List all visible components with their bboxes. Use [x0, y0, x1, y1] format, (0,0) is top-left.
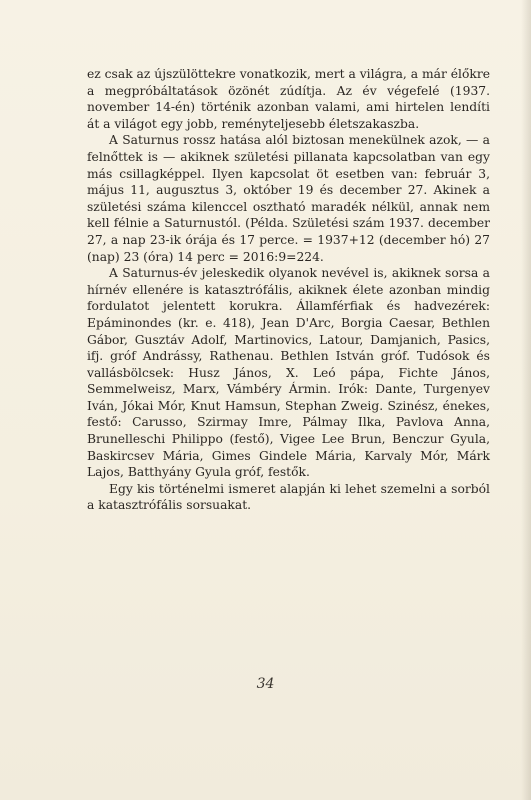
paragraph-2: A Saturnus rossz hatása alól biztosan menekülnek azok, — a felnőttek is — akiknek születési pillanata kapcsolatban van egy más csillagképpel. Ilyen kapcsolat öt esetben van: február 3, május 11, augusztus 3, október 19 és december 27. Akinek a születési száma kilenccel osztható maradék nélkül, annak nem kell félnie a Saturnustól. (Példa. Születési szám 1937. december 27, a nap 23-ik órája és 17 perce. = 1937+12 (december hó) 27 (nap) 23 (óra) 14 perc = 2016:9=224. — [87, 133, 490, 264]
paragraph-3: A Saturnus-év jeleskedik olyanok nevével is, akiknek sorsa a hírnév ellenére is katasztrófális, akiknek élete azonban mindig fordulatot jelentett korukra. Államférfiak és hadvezérek: Epáminondes (kr. e. 418), Jean D'Arc, Borgia Caesar, Bethlen Gábor, Gusztáv Adolf, Martinovics, Latour, Damjanich, Pasics, ifj. gróf Andrássy, Rathenau. Bethlen István gróf. Tudósok és vallásbölcsek: Husz János, X. Leó pápa, Fichte János, Semmelweisz, Marx, Vámbéry Ármin. Irók: Dante, Turgenyev Iván, Jókai Mór, Knut Hamsun, Stephan Zweig. Szinész, énekes, festő: Carusso, Szirmay Imre, Pálmay Ilka, Pavlova Anna, Brunelleschi Philippo (festő), Vigee Lee Brun, Benczur Gyula, Baskircsev Mária, Gimes Gindele Mária, Karvaly Mór, Márk Lajos, Batthyány Gyula gróf, festők. — [87, 266, 490, 480]
page-body — [87, 66, 490, 514]
page-number: 34 — [256, 676, 275, 692]
paragraph-4: Egy kis történelmi ismeret alapján ki lehet szemelni a sorból a katasztrófális sorsuakat. — [87, 481, 490, 513]
paragraph-1: ez csak az újszülöttekre vonatkozik, mert a világra, a már élőkre a megpróbáltatások özönét zúdítja. Az év végefelé (1937. november 14-én) történik azonban valami, ami hirtelen lendíti át a világot egy jobb, reményteljesebb életszakaszba. — [87, 67, 490, 131]
